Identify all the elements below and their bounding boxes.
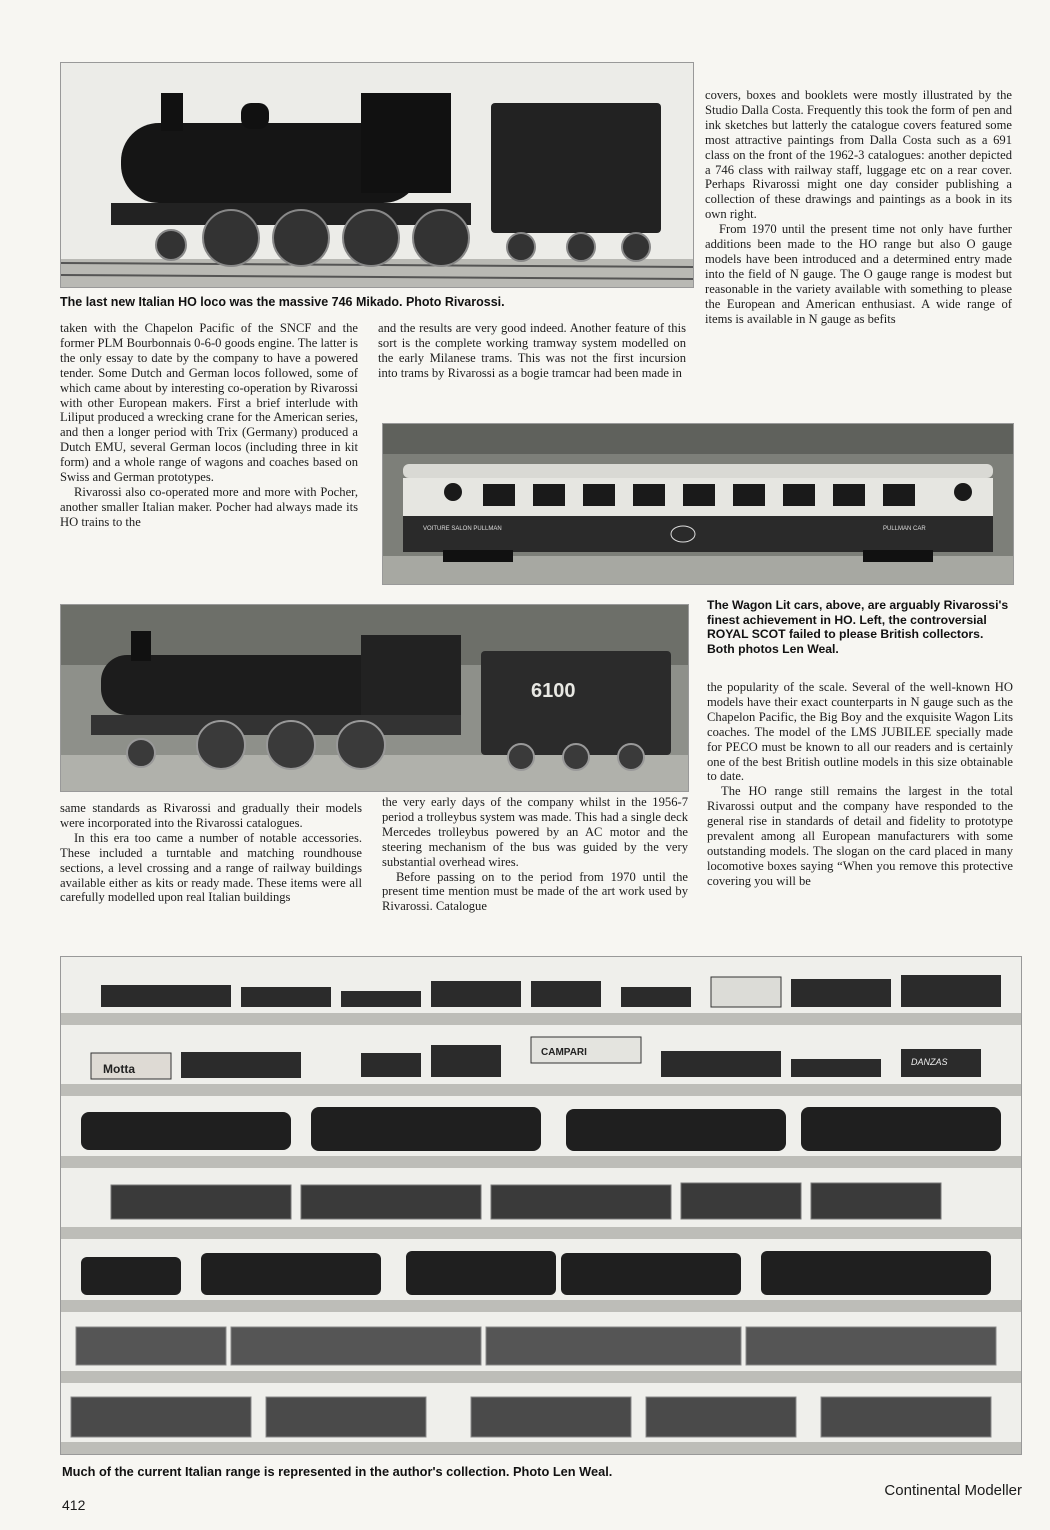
- column-2-bottom: [382, 795, 688, 914]
- caption-wagon-lit-royal-scot: The Wagon Lit cars, above, are arguably Rivarossi's finest achievement in HO. Left, the controversial ROYAL SCOT failed to please British collectors. Both photos Len Weal.: [707, 598, 1009, 656]
- paragraph: Before passing on to the period from 1970 until the present time mention must be made of the art work used by Rivarossi. Catalogue: [382, 869, 688, 914]
- photo-wagon-lit-car: [382, 423, 1014, 585]
- photo-746-mikado: [60, 62, 694, 288]
- paragraph: In this era too came a number of notable accessories. These included a turntable and matching roundhouse sections, a level crossing and a range of railway buildings available either as kits or ready made. These items were all carefully modelled upon real Italian buildings: [60, 830, 362, 905]
- coach-right-label: PULLMAN CAR: [883, 526, 926, 532]
- page-number: 412: [62, 1497, 86, 1513]
- paragraph: From 1970 until the present time not only have further additions been made to the HO range but also O gauge models have been introduced and a determined entry made into the field of N gauge. The O gauge range is modest but reasonable in the variety available with something to please the European and American enthusiast. A wide range of items is available in N gauge as befits: [705, 222, 1012, 326]
- wagon-motta-label: Motta: [103, 1062, 135, 1076]
- loco-number: 6100: [531, 680, 576, 702]
- column-1-bottom: [60, 801, 362, 905]
- column-3-top: [705, 88, 1012, 327]
- wagon-campari-label: CAMPARI: [541, 1047, 587, 1058]
- column-3-bottom: [707, 680, 1013, 889]
- photo-royal-scot: [60, 604, 689, 792]
- paragraph: covers, boxes and booklets were mostly illustrated by the Studio Dalla Costa. Frequently this took the form of pen and ink sketches but latterly the catalogue covers featured some most attractive paintings from Dalla Costa such as a 691 class on the front of the 1962-3 catalogues: another depicted a 746 class with railway staff, luggage etc on a rear cover. Perhaps Rivarossi might one day consider publishing a collection of these drawings and paintings as a book in its own right.: [705, 88, 1012, 222]
- column-1-top: [60, 321, 358, 530]
- paragraph: Rivarossi also co-operated more and more with Pocher, another smaller Italian maker. Pocher had always made its HO trains to the: [60, 484, 358, 529]
- paragraph: the very early days of the company whilst in the 1956-7 period a trolleybus system was made. This had a single deck Mercedes trolleybus powered by an AC motor and the steering mechanism of the bus was guided by the very substantial overhead wires.: [382, 795, 688, 869]
- paragraph: and the results are very good indeed. Another feature of this sort is the complete working tramway system modelled on the early Milanese trams. This was not the first incursion into trams by Rivarossi as a bogie tramcar had been made in: [378, 321, 686, 380]
- magazine-title: Continental Modeller: [884, 1482, 1022, 1499]
- column-2-top: [378, 321, 686, 381]
- coach-left-label: VOITURE SALON PULLMAN: [423, 526, 502, 532]
- caption-collection: Much of the current Italian range is represented in the author's collection. Photo Len Weal.: [62, 1464, 613, 1479]
- paragraph: The HO range still remains the largest in the total Rivarossi output and the company have responded to the general rise in standards of detail and fidelity to prototype prevalent among all European manufacturers with some outstanding models. The slogan on the card placed in many locomotive boxes saying “When you remove this protective covering you will be: [707, 784, 1013, 888]
- caption-mikado: The last new Italian HO loco was the massive 746 Mikado. Photo Rivarossi.: [60, 295, 505, 309]
- paragraph: same standards as Rivarossi and gradually their models were incorporated into the Rivarossi catalogues.: [60, 801, 362, 830]
- paragraph: the popularity of the scale. Several of the well-known HO models have their exact counterparts in N gauge such as the Chapelon Pacific, the Big Boy and the exquisite Wagon Lits coaches. The model of the LMS JUBILEE specially made for PECO must be known to all our readers and is certainly one of the best British outline models in this size obtainable to date.: [707, 680, 1013, 784]
- paragraph: taken with the Chapelon Pacific of the SNCF and the former PLM Bourbonnais 0-6-0 goods engine. The latter is the only essay to date by the company to have a powered tender. Some Dutch and German locos followed, some of which came about by interesting co-operation by Rivarossi with other European makers. First a brief interlude with Liliput produced a wrecking crane for the American series, and then a longer period with Trix (Germany) produced a Dutch EMU, several German locos (including three in kit form) and a whole range of wagons and coaches based on Swiss and German prototypes.: [60, 321, 358, 485]
- photo-collection-shelves: [60, 956, 1022, 1455]
- wagon-danzas-label: DANZAS: [911, 1057, 948, 1067]
